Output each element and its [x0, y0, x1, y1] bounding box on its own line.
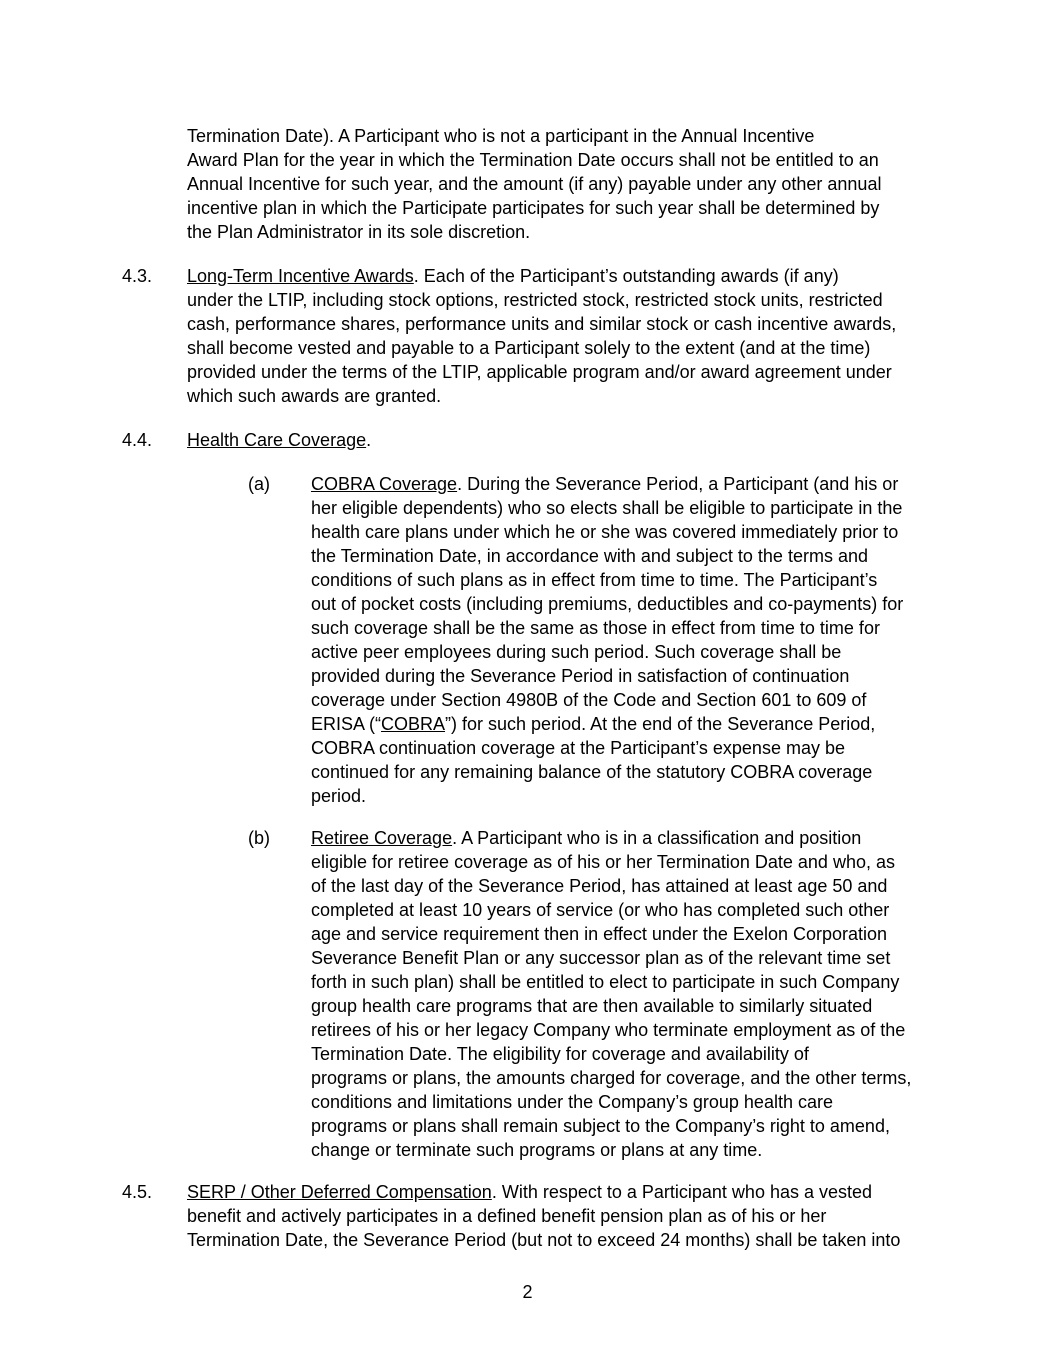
heading-rest: . Each of the Participant’s outstanding awards (if any) [413, 266, 839, 286]
paragraph-line: benefit and actively participates in a defined benefit pension plan as of his or her [187, 1206, 827, 1226]
subsection-retiree-coverage [311, 826, 911, 1162]
paragraph-line: Termination Date. The eligibility for coverage and availability of [311, 1044, 809, 1064]
paragraph-line [311, 826, 911, 850]
paragraph-line: change or terminate such programs or plans at any time. [311, 1140, 763, 1160]
section-heading: SERP / Other Deferred Compensation [187, 1182, 492, 1202]
paragraph-line: active peer employees during such period. Such coverage shall be [311, 642, 842, 662]
section-4-3 [187, 264, 896, 408]
section-heading: Health Care Coverage [187, 430, 367, 450]
paragraph-line: which such awards are granted. [187, 386, 442, 406]
intro-paragraph [187, 124, 881, 244]
section-heading: Long-Term Incentive Awards [187, 266, 414, 286]
heading-rest: . A Participant who is in a classification and position [452, 828, 862, 848]
paragraph-line: provided under the terms of the LTIP, applicable program and/or award agreement under [187, 362, 892, 382]
subsection-heading: COBRA Coverage [311, 474, 458, 494]
section-4-5 [187, 1180, 900, 1252]
paragraph-line: completed at least 10 years of service (or who has completed such other [311, 900, 890, 920]
section-number: 4.5. [122, 1182, 153, 1202]
paragraph-line: provided during the Severance Period in satisfaction of continuation [311, 666, 850, 686]
heading-rest: . During the Severance Period, a Participant (and his or [457, 474, 899, 494]
paragraph-line: forth in such plan) shall be entitled to elect to participate in such Company [311, 972, 900, 992]
paragraph-line: out of pocket costs (including premiums, deductibles and co-payments) for [311, 594, 904, 614]
paragraph-line [187, 264, 896, 288]
subsection-label: (a) [248, 474, 270, 494]
section-4-4 [187, 428, 371, 452]
paragraph-line: Annual Incentive for such year, and the amount (if any) payable under any other annual [187, 174, 882, 194]
paragraph-line: cash, performance shares, performance units and similar stock or cash incentive awards, [187, 314, 897, 334]
paragraph-line: Termination Date). A Participant who is not a participant in the Annual Incentive [187, 126, 815, 146]
subsection-heading: Retiree Coverage [311, 828, 453, 848]
defined-term-cobra: COBRA [381, 714, 446, 734]
paragraph-line: shall become vested and payable to a Participant solely to the extent (and at the time) [187, 338, 871, 358]
paragraph-line: health care plans under which he or she was covered immediately prior to [311, 522, 899, 542]
paragraph-line: programs or plans shall remain subject to the Company’s right to amend, [311, 1116, 890, 1136]
paragraph-line: Termination Date, the Severance Period (but not to exceed 24 months) shall be taken into [187, 1230, 901, 1250]
paragraph-line: of the last day of the Severance Period, has attained at least age 50 and [311, 876, 888, 896]
paragraph-line: eligible for retiree coverage as of his or her Termination Date and who, as [311, 852, 895, 872]
paragraph-line: conditions and limitations under the Company’s group health care [311, 1092, 833, 1112]
erisa-suffix: ”) for such period. At the end of the Severance Period, [445, 714, 876, 734]
paragraph-line: programs or plans, the amounts charged for coverage, and the other terms, [311, 1068, 912, 1088]
paragraph-line [187, 428, 371, 452]
paragraph-line: the Plan Administrator in its sole discretion. [187, 222, 531, 242]
paragraph-line: the Termination Date, in accordance with and subject to the terms and [311, 546, 868, 566]
paragraph-line: her eligible dependents) who so elects shall be eligible to participate in the [311, 498, 903, 518]
heading-rest: . With respect to a Participant who has a vested [491, 1182, 873, 1202]
paragraph-line: continued for any remaining balance of the statutory COBRA coverage [311, 762, 873, 782]
paragraph-line [187, 1180, 900, 1204]
paragraph-line [311, 712, 903, 736]
paragraph-line: Award Plan for the year in which the Termination Date occurs shall not be entitled to an [187, 150, 879, 170]
section-number: 4.4. [122, 430, 153, 450]
subsection-cobra-coverage [311, 472, 903, 808]
paragraph-line: age and service requirement then in effect under the Exelon Corporation [311, 924, 888, 944]
paragraph-line: period. [311, 786, 367, 806]
erisa-prefix: ERISA (“ [311, 714, 382, 734]
subsection-label: (b) [248, 828, 270, 848]
paragraph-line: such coverage shall be the same as those in effect from time to time for [311, 618, 880, 638]
section-number: 4.3. [122, 266, 153, 286]
paragraph-line: Severance Benefit Plan or any successor plan as of the relevant time set [311, 948, 891, 968]
paragraph-line [311, 472, 903, 496]
paragraph-line: conditions of such plans as in effect from time to time. The Participant’s [311, 570, 878, 590]
paragraph-line: COBRA continuation coverage at the Participant’s expense may be [311, 738, 845, 758]
paragraph-line: group health care programs that are then available to similarly situated [311, 996, 873, 1016]
page-number: 2 [522, 1282, 533, 1302]
paragraph-line: coverage under Section 4980B of the Code and Section 601 to 609 of [311, 690, 867, 710]
paragraph-line: under the LTIP, including stock options, restricted stock, restricted stock units, restricted [187, 290, 883, 310]
paragraph-line: retirees of his or her legacy Company who terminate employment as of the [311, 1020, 906, 1040]
heading-rest: . [366, 430, 372, 450]
paragraph-line: incentive plan in which the Participate participates for such year shall be determined by [187, 198, 880, 218]
